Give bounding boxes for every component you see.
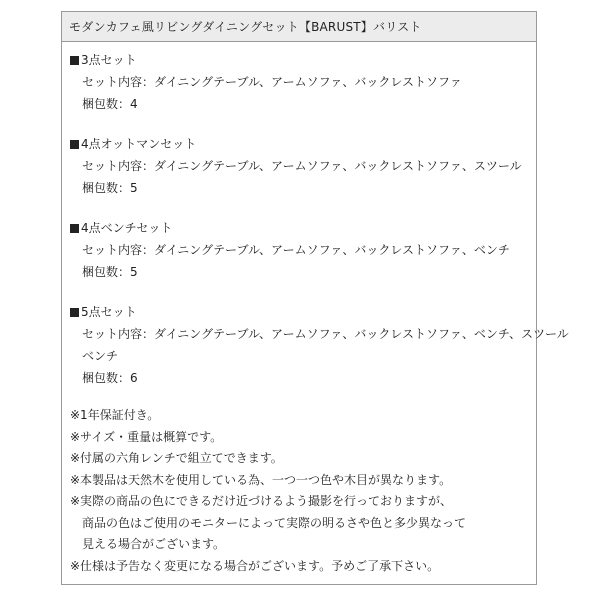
square-bullet-icon [70,56,79,65]
spec-header [62,12,536,42]
set-name: 4点オットマンセット [81,137,197,151]
square-bullet-icon [70,140,79,149]
set-packages [70,367,569,389]
set-packages-value: 4 [130,97,138,111]
set-block-3pt [70,49,462,115]
note-color-continued-1: 商品の色はご使用のモニターによって実際の明るさや色と多少異なって [82,515,467,530]
set-contents-label: セット内容： [82,159,155,173]
set-contents-label: セット内容： [82,75,155,89]
square-bullet-icon [70,224,79,233]
set-block-5pt [70,301,569,389]
set-packages [70,177,522,199]
set-title [70,49,462,71]
square-bullet-icon [70,308,79,317]
set-title [70,133,522,155]
set-packages [70,93,462,115]
set-packages [70,261,510,283]
product-spec-frame [61,11,569,585]
note-size-weight: ※サイズ・重量は概算です。 [70,429,223,444]
set-title [70,301,569,323]
set-contents-value: ダイニングテーブル、アームソファ、バックレストソファ [154,75,462,89]
set-contents [70,323,569,345]
note-spec-change: ※仕様は予告なく変更になる場合がございます。予めご了承下さい。 [70,558,440,573]
set-contents-value: ダイニングテーブル、アームソファ、バックレストソファ、ベンチ [154,243,510,257]
set-name: 4点ベンチセット [81,221,173,235]
set-block-4pt-bench [70,217,510,283]
set-packages-label: 梱包数： [82,371,131,385]
set-packages-label: 梱包数： [82,265,131,279]
set-contents-value: ダイニングテーブル、アームソファ、バックレストソファ、ベンチ、スツール [154,327,569,341]
note-assembly: ※付属の六角レンチで組立てできます。 [70,451,283,465]
set-name: 3点セット [81,53,137,67]
set-packages-value: 6 [130,371,138,385]
note-color: ※実際の商品の色にできるだけ近づけるよう撮影を行っておりますが、 [70,494,453,508]
note-natural-wood: ※本製品は天然木を使用している為、一つ一つ色や木目が異なります。 [70,472,452,487]
set-contents [70,155,522,177]
set-contents [70,239,510,261]
note-color-continued-2: 見える場合がございます。 [82,537,226,551]
set-contents-value: ダイニングテーブル、アームソファ、バックレストソファ、スツール [154,159,522,173]
set-contents-label: セット内容： [82,327,155,341]
set-packages-label: 梱包数： [82,181,131,195]
set-contents-continued [70,345,569,367]
note-warranty: ※1年保証付き。 [70,408,160,422]
set-title [70,217,510,239]
set-packages-label: 梱包数： [82,97,131,111]
set-contents [70,71,462,93]
set-block-4pt-ottoman [70,133,522,199]
set-packages-value: 5 [130,265,138,279]
set-name: 5点セット [81,305,137,319]
notes-list [70,405,466,577]
page-title: モダンカフェ風リビングダイニングセット【BARUST】バリスト [69,20,422,34]
set-packages-value: 5 [130,181,138,195]
set-contents-continued-value: ベンチ [82,349,119,363]
set-contents-label: セット内容： [82,243,155,257]
